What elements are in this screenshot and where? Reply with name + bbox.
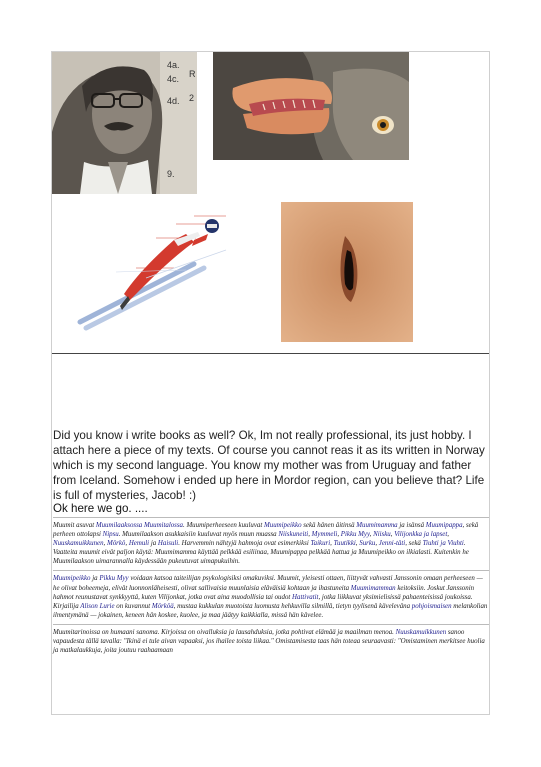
linked-term[interactable]: Muumipappa xyxy=(425,522,463,529)
linked-term[interactable]: Taikuri xyxy=(310,540,331,548)
text-run: , xyxy=(375,540,379,548)
portrait-label-4a: 4a. xyxy=(167,60,180,70)
text-run: melankolian ilmentymänä — jokainen, keneen hän koskee, kuolee, ja maa jäätyy kaikkialla, missä hän kävelee. xyxy=(53,602,488,619)
portrait-letter-2: 2 xyxy=(189,93,195,103)
linked-term[interactable]: Mymmeli xyxy=(311,531,338,539)
portrait-photo xyxy=(52,52,197,194)
linked-term[interactable]: Muumimamma xyxy=(356,522,398,529)
text-run: , xyxy=(355,540,360,548)
linked-term[interactable]: Nuuskamuikkunen xyxy=(53,540,104,548)
linked-term[interactable]: Muumipeikko xyxy=(264,522,302,529)
linked-term[interactable]: Tuutikki xyxy=(333,540,356,548)
text-run: , mustaa kukkulan muotoista luomusta hehkuvilla silmillä, tietyn tyylisenä käveleväna xyxy=(173,602,412,610)
linked-term[interactable]: Muumilaaksossa xyxy=(95,522,143,529)
linked-term[interactable]: Hemuli xyxy=(128,540,150,548)
linked-term[interactable]: Tiuhti ja Viuhti xyxy=(422,540,464,548)
document-page xyxy=(51,51,490,715)
linked-term[interactable]: Pikku Myy xyxy=(99,575,129,583)
linked-term[interactable]: Muumimamman xyxy=(350,584,396,592)
text-run: sekä hänen äitinsä xyxy=(301,522,357,529)
linked-term[interactable]: Vilijonkka ja lapset xyxy=(394,531,448,539)
skin-hole-photo xyxy=(281,202,413,342)
linked-term[interactable]: Niisku xyxy=(373,531,391,539)
text-run: , xyxy=(337,531,341,539)
linked-term[interactable]: Surku xyxy=(359,540,376,548)
text-run: , xyxy=(125,540,129,548)
excerpt-rule xyxy=(53,517,490,518)
text-run: , jotka liikkuvat yksimielisissä pahaenteisissä joukoissa. Kirjailija xyxy=(53,593,473,610)
linked-term[interactable]: Alison Lurie xyxy=(80,602,115,610)
text-run: . Muumiperheeseen kuuluvat xyxy=(183,522,265,529)
linked-term[interactable]: Hattivatit xyxy=(292,593,319,601)
text-run: , sekä xyxy=(405,540,423,548)
linked-term[interactable]: Niiskuneiti xyxy=(278,531,309,539)
linked-term[interactable]: pohjoismaisen xyxy=(411,602,452,610)
text-run: on kuvannut xyxy=(114,602,152,610)
goose-image xyxy=(213,52,409,160)
excerpt-paragraph-2 xyxy=(53,574,490,619)
linked-term[interactable]: Muumipeikko xyxy=(53,575,91,583)
ski-jumper-image xyxy=(76,210,236,332)
text-run: Muumitarinoissa on humaani sanoma. Kirjoissa on oivalluksia ja lausahduksia, jotka pohtivat elämää ja maailman menoa. xyxy=(53,628,396,636)
document-excerpt xyxy=(53,518,490,659)
text-run: keitoksiin. Joskut Janssonin hahmot reunustavat synkkyyttä, kuten Vilijonkat, jotka ovat aina muodollisia tai oudot xyxy=(53,584,475,601)
linked-term[interactable]: Jenni-täti xyxy=(378,540,406,548)
text-run: , xyxy=(390,531,395,539)
portrait-image xyxy=(52,52,197,194)
linked-term[interactable]: Nuuskamuikkunen xyxy=(395,628,447,636)
text-run: voidaan katsoa taiteilijan psykologisiksi omakuviksi. Muumit, yleisesti ottaen, liittyvät vahvasti Janssonin omaan perheeseen — he olivat boheemeja, elivät luonnonläheisesti, olivat sallivaisia muunlaisia eläväisiä kohtaan ja ihastuneita xyxy=(53,575,483,592)
goose-beak-photo xyxy=(213,52,409,160)
linked-term[interactable]: Mörköä xyxy=(151,602,174,610)
excerpt-rule xyxy=(53,570,490,571)
linked-term[interactable]: Haisuli xyxy=(157,540,179,548)
linked-term[interactable]: Mörkö xyxy=(106,540,126,548)
text-run: ja xyxy=(90,575,100,583)
portrait-label-4c: 4c. xyxy=(167,74,180,84)
portrait-label-9: 9. xyxy=(167,169,175,179)
linked-term[interactable]: Muumitalossa xyxy=(143,522,183,529)
text-run: , xyxy=(308,531,312,539)
text-run: . Muumilaakson asukkaisiin kuuluvat myös muun muassa xyxy=(118,531,279,539)
excerpt-paragraph-3 xyxy=(53,628,490,655)
linked-term[interactable]: Pikku Myy xyxy=(340,531,370,539)
text-run: , xyxy=(447,531,449,539)
text-run: . Harvemmin nähtyjä hahmoja ovat esimerkiksi xyxy=(178,540,311,548)
lead-line: Ok here we go. .... xyxy=(53,502,148,515)
text-run: Muumit asuvat xyxy=(53,522,96,529)
text-run: , xyxy=(369,531,374,539)
text-run: , xyxy=(330,540,334,548)
text-run: sanoo vapaudesta tällä tavalla: "Ikinä ei tule aivan vapaaksi, jos ihailee toista liikaa." Omistamisesta taas hän toteaa seuraavasti: "Omistaminen merkitsee huolia ja matkalaukkuja, joita joutuu raahaamaan xyxy=(53,628,485,655)
text-run: ja isänsä xyxy=(397,522,426,529)
ski-jumper-illustration xyxy=(76,210,236,332)
portrait-label-4d: 4d. xyxy=(167,96,180,106)
portrait-letter-r: R xyxy=(189,69,196,79)
excerpt-rule xyxy=(53,624,490,625)
text-run: , sekä perheen ottolapsi xyxy=(53,522,479,539)
excerpt-paragraph-1 xyxy=(53,521,490,566)
section-divider xyxy=(52,353,490,354)
linked-term[interactable]: Nipsu xyxy=(102,531,119,539)
intro-paragraph: Did you know i write books as well? Ok, Im not really professional, its just hobby. I attach here a piece of my texts. Of course you cannot reas it as its written in Norway which is my second language. You know my mother was from Uruguay and father from Iceland. Somehow i ended up here in Mordor region, can you believe that? Life is full of mysteries, Jacob! :) xyxy=(53,429,485,502)
text-run: . Vaatteita muumit eivät paljon käytä: Muumimamma käyttää pelkkää esiliinaa, Muumipappa pelkkää hattua ja Muumipeikko on ilkialasti. Kuitenkin he Muumilaakson uimarannalla käydessään pukeutuvat uimapukuihin. xyxy=(53,540,469,566)
skin-hole-image xyxy=(281,202,413,342)
text-run: , xyxy=(103,540,107,548)
text-run: ja xyxy=(149,540,158,548)
